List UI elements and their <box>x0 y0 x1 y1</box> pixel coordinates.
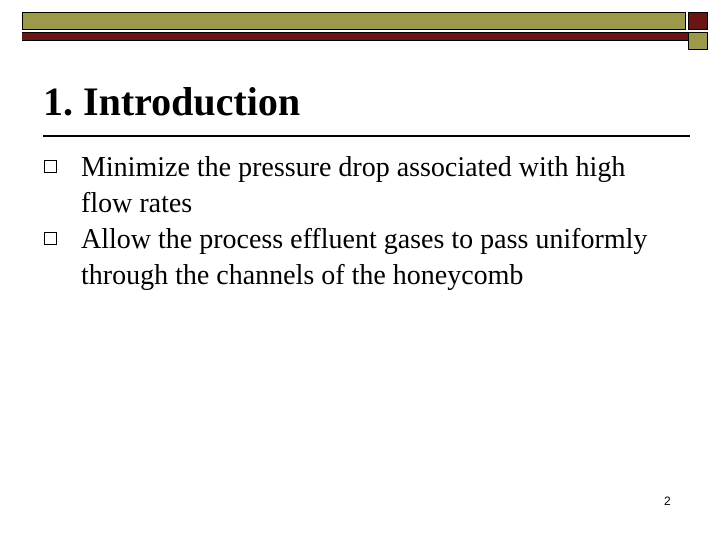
hollow-square-bullet-icon <box>44 232 57 245</box>
page-number: 2 <box>664 494 671 508</box>
decorative-header-bar <box>22 12 708 40</box>
bullet-text: Allow the process effluent gases to pass uniformly through the channels of the honeycomb <box>81 224 648 291</box>
slide-title: 1. Introduction <box>43 79 301 124</box>
bullet-list <box>44 150 664 294</box>
header-olive-square <box>688 32 708 50</box>
bullet-text: Minimize the pressure drop associated with high flow rates <box>81 152 626 219</box>
title-underline <box>43 135 690 137</box>
bullet-item <box>44 222 664 294</box>
header-maroon-square <box>688 12 708 30</box>
header-olive-stripe <box>22 12 686 30</box>
header-maroon-stripe <box>22 32 708 41</box>
hollow-square-bullet-icon <box>44 160 57 173</box>
bullet-item <box>44 150 664 222</box>
